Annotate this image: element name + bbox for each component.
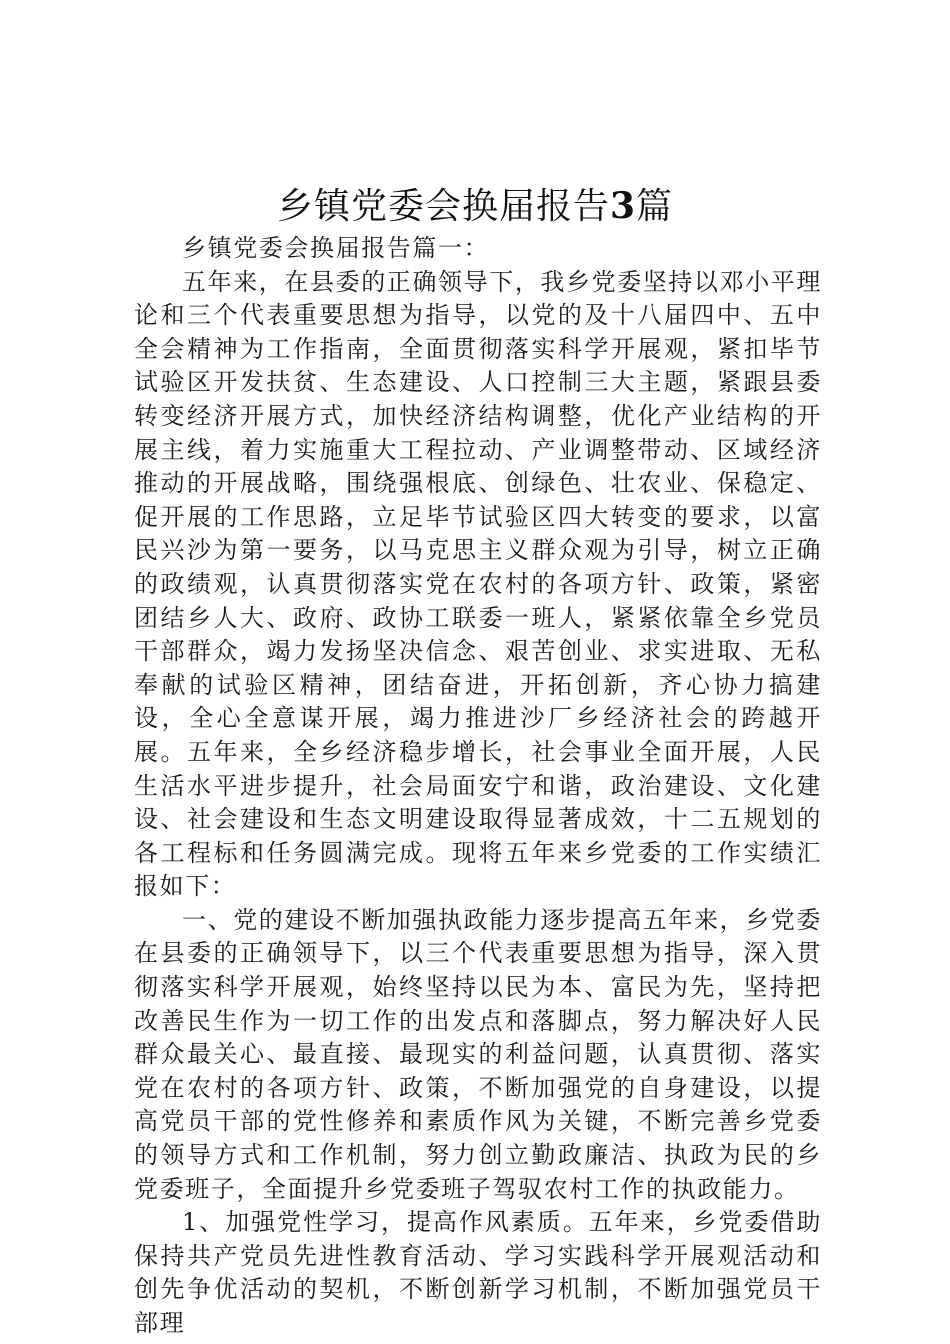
title-suffix: 篇 bbox=[636, 186, 674, 227]
paragraph-party-building: 一、党的建设不断加强执政能力逐步提高五年来，乡党委在县委的正确领导下，以三个代表重要思想为指导，深入贯彻落实科学开展观，始终坚持以民为本、富民为先，坚持把改善民生作为一切工作的出发点和落脚点，努力解决好人民群众最关心、最直接、最现实的利益问题，认真贯彻、落实党在农村的各项方针、政策，不断加强党的自身建设，以提高党员干部的党性修养和素质作风为关键，不断完善乡党委的领导方式和工作机制，努力创立勤政廉洁、执政为民的乡党委班子，全面提升乡党委班子驾驭农村工作的执政能力。 bbox=[134, 905, 822, 1203]
title-number: 3 bbox=[609, 185, 637, 227]
document-title bbox=[0, 180, 950, 233]
paragraph-intro: 五年来，在县委的正确领导下，我乡党委坚持以邓小平理论和三个代表重要思想为指导，以党的及十八届四中、五中全会精神为工作指南，全面贯彻落实科学开展观，紧扣毕节试验区开发扶贫、生态建设、人口控制三大主题，紧跟县委转变经济开展方式，加快经济结构调整，优化产业结构的开展主线，着力实施重大工程拉动、产业调整带动、区域经济推动的开展战略，围绕强根底、创绿色、壮农业、保稳定、促开展的工作思路，立足毕节试验区四大转变的要求，以富民兴沙为第一要务，以马克思主义群众观为引导，树立正确的政绩观，认真贯彻落实党在农村的各项方针、政策，紧密团结乡人大、政府、政协工联委一班人，紧紧依靠全乡党员干部群众，竭力发扬坚决信念、艰苦创业、求实进取、无私奉献的试验区精神，团结奋进，开拓创新，齐心协力搞建设，全心全意谋开展，竭力推进沙厂乡经济社会的跨越开展。五年来，全乡经济稳步增长，社会事业全面开展，人民生活水平进步提升，社会局面安宁和谐，政治建设、文化建设、社会建设和生态文明建设取得显著成效，十二五规划的各工程标和任务圆满完成。现将五年来乡党委的工作实绩汇报如下： bbox=[134, 267, 822, 901]
document-body bbox=[134, 232, 822, 1341]
section-heading: 乡镇党委会换届报告篇一： bbox=[182, 234, 490, 262]
paragraph-study: 1、加强党性学习，提高作风素质。五年来，乡党委借助保持共产党员先进性教育活动、学习实践科学开展观活动和创先争优活动的契机，不断创新学习机制，不断加强党员干部理 bbox=[134, 1208, 822, 1337]
title-prefix: 乡镇党委会换届报告 bbox=[276, 186, 610, 227]
